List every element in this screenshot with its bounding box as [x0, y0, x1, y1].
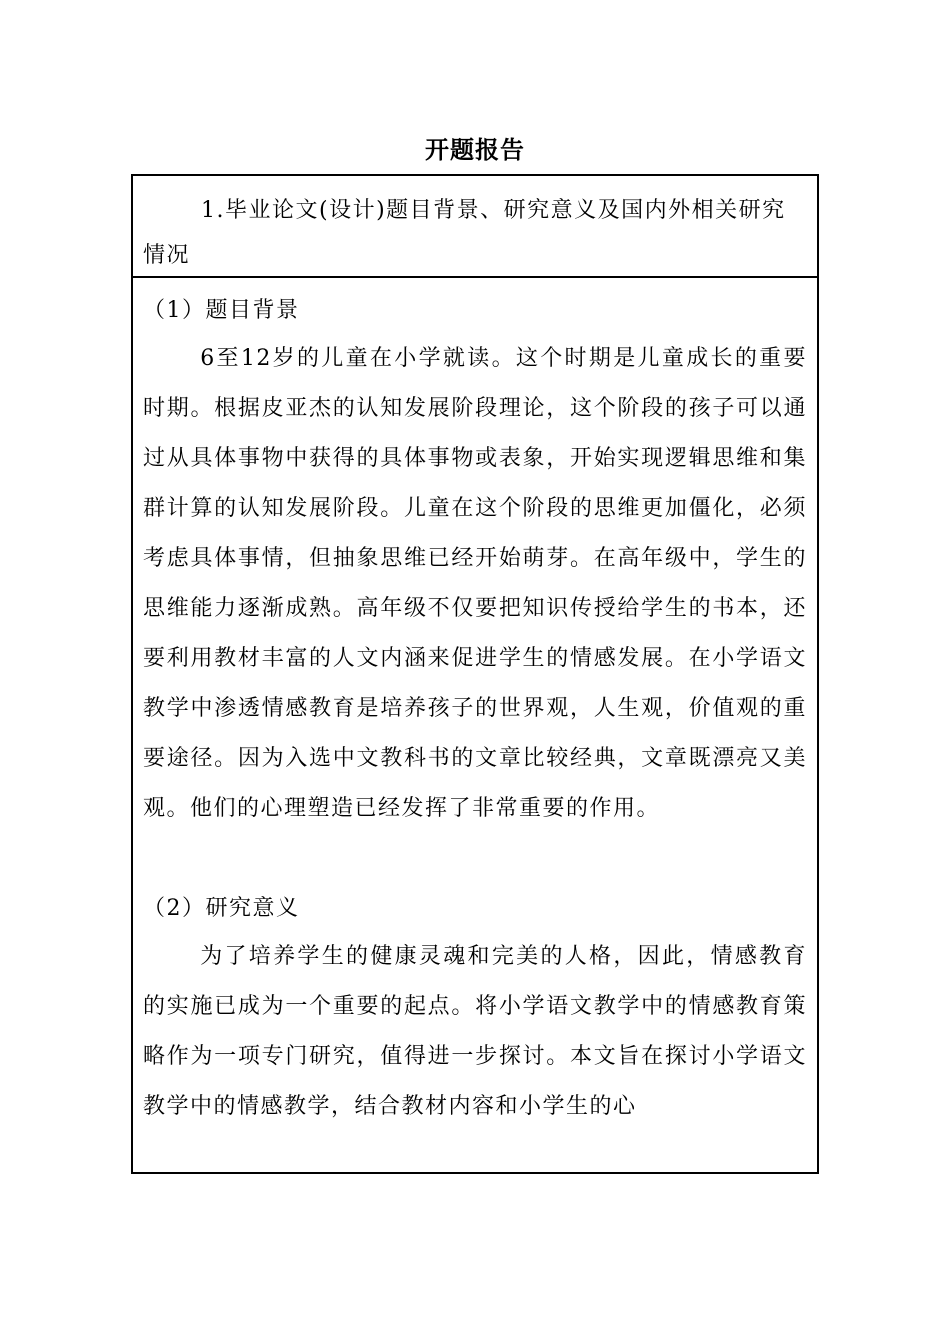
report-table [131, 174, 819, 1174]
section-heading-background: （1）题目背景 [143, 298, 300, 323]
document-title: 开题报告 [425, 136, 525, 164]
section-paragraph-significance: 为了培养学生的健康灵魂和完美的人格，因此，情感教育的实施已成为一个重要的起点。将小学语文教学中的情感教育策略作为一项专门研究，值得进一步探讨。本文旨在探讨小学语文教学中的情感教学，结合教材内容和小学生的心 [143, 944, 807, 1119]
table-header-text: 1.毕业论文(设计)题目背景、研究意义及国内外相关研究情况 [143, 198, 786, 268]
section-spacer [143, 834, 807, 886]
table-body-cell [133, 278, 817, 1172]
section-heading-significance: （2）研究意义 [143, 896, 300, 921]
table-header-cell [133, 176, 817, 278]
section-paragraph-background: 6至12岁的儿童在小学就读。这个时期是儿童成长的重要时期。根据皮亚杰的认知发展阶段理论，这个阶段的孩子可以通过从具体事物中获得的具体事物或表象，开始实现逻辑思维和集群计算的认知发展阶段。儿童在这个阶段的思维更加僵化，必须考虑具体事情，但抽象思维已经开始萌芽。在高年级中，学生的思维能力逐渐成熟。高年级不仅要把知识传授给学生的书本，还要利用教材丰富的人文内涵来促进学生的情感发展。在小学语文教学中渗透情感教育是培养孩子的世界观，人生观，价值观的重要途径。因为入选中文教科书的文章比较经典，文章既漂亮又美观。他们的心理塑造已经发挥了非常重要的作用。 [143, 346, 807, 821]
